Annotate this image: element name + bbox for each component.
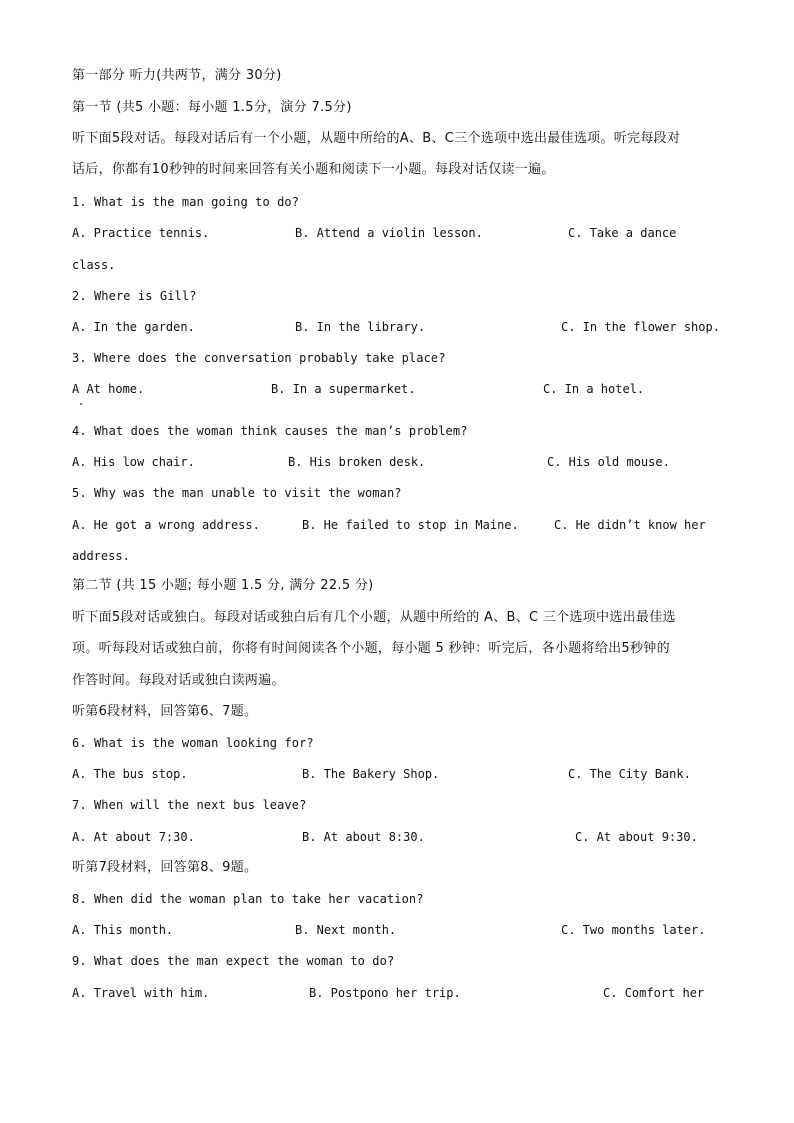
q2-option-c: C. In the flower shop. <box>561 320 720 334</box>
q6-option-c: C. The City Bank. <box>568 767 691 781</box>
section2-instructions-line3: 作答时间。每段对话或独白读两遍。 <box>72 673 285 688</box>
q2-option-a: A. In the garden. <box>72 320 195 334</box>
q4-option-b: B. His broken desk. <box>288 455 426 469</box>
q6-option-b: B. The Bakery Shop. <box>302 767 440 781</box>
q7-option-c: C. At about 9:30. <box>575 830 698 844</box>
q1-option-c-continued: class. <box>72 258 116 272</box>
q9-option-b: B. Postpono her trip. <box>309 986 461 1000</box>
q7-option-b: B. At about 8:30. <box>302 830 425 844</box>
section2-instructions-line1: 听下面5段对话或独白。每段对话或独白后有几个小题，从题中所给的 A、B、C 三个选项中选出最佳选 <box>72 610 676 625</box>
q9-option-a: A. Travel with him. <box>72 986 210 1000</box>
q4-option-a: A. His low chair. <box>72 455 195 469</box>
question-7: 7. When will the next bus leave? <box>72 798 307 812</box>
q1-option-a: A. Practice tennis. <box>72 226 210 240</box>
section2-instructions-line2: 项。听每段对话或独白前，你将有时间阅读各个小题，每小题 5 秒钟：听完后，各小题将给出5秒钟的 <box>72 641 670 656</box>
material-7-heading: 听第7段材料，回答第8、9题。 <box>72 860 258 875</box>
question-6: 6. What is the woman looking for? <box>72 736 314 750</box>
question-5: 5. Why was the man unable to visit the woman? <box>72 486 402 500</box>
q5-option-c: C. He didn’t know her <box>554 518 706 532</box>
part1-heading: 第一部分 听力(共两节，满分 30分) <box>72 68 282 83</box>
material-6-heading: 听第6段材料，回答第6、7题。 <box>72 704 258 719</box>
q3-option-b: B. In a supermarket. <box>271 382 416 396</box>
q8-option-c: C. Two months later. <box>561 923 706 937</box>
scan-speck <box>80 403 82 405</box>
section1-instructions-line1: 听下面5段对话。每段对话后有一个小题，从题中所给的A、B、C三个选项中选出最佳选项。听完每段对 <box>72 131 681 146</box>
question-3: 3. Where does the conversation probably take place? <box>72 351 446 365</box>
q5-option-a: A. He got a wrong address. <box>72 518 260 532</box>
question-9: 9. What does the man expect the woman to do? <box>72 954 395 968</box>
q5-option-b: B. He failed to stop in Maine. <box>302 518 519 532</box>
q7-option-a: A. At about 7:30. <box>72 830 195 844</box>
q3-option-a: A At home. <box>72 382 145 396</box>
question-4: 4. What does the woman think causes the man’s problem? <box>72 424 468 438</box>
question-2: 2. Where is Gill? <box>72 289 197 303</box>
section1-heading: 第一节 (共5 小题：每小题 1.5分，演分 7.5分) <box>72 100 352 115</box>
question-8: 8. When did the woman plan to take her vacation? <box>72 892 424 906</box>
q9-option-c: C. Comfort her <box>603 986 705 1000</box>
q4-option-c: C. His old mouse. <box>547 455 670 469</box>
q2-option-b: B. In the library. <box>295 320 426 334</box>
section2-heading: 第二节 (共 15 小题; 每小题 1.5 分, 满分 22.5 分) <box>72 578 374 593</box>
question-1: 1. What is the man going to do? <box>72 195 300 209</box>
q1-option-b: B. Attend a violin lesson. <box>295 226 483 240</box>
q8-option-a: A. This month. <box>72 923 174 937</box>
q1-option-c: C. Take a dance <box>568 226 677 240</box>
q6-option-a: A. The bus stop. <box>72 767 188 781</box>
q8-option-b: B. Next month. <box>295 923 397 937</box>
section1-instructions-line2: 话后，你都有10秒钟的时间来回答有关小题和阅读下一小题。每段对话仅读一遍。 <box>72 162 555 177</box>
q3-option-c: C. In a hotel. <box>543 382 645 396</box>
q5-option-c-continued: address. <box>72 549 130 563</box>
